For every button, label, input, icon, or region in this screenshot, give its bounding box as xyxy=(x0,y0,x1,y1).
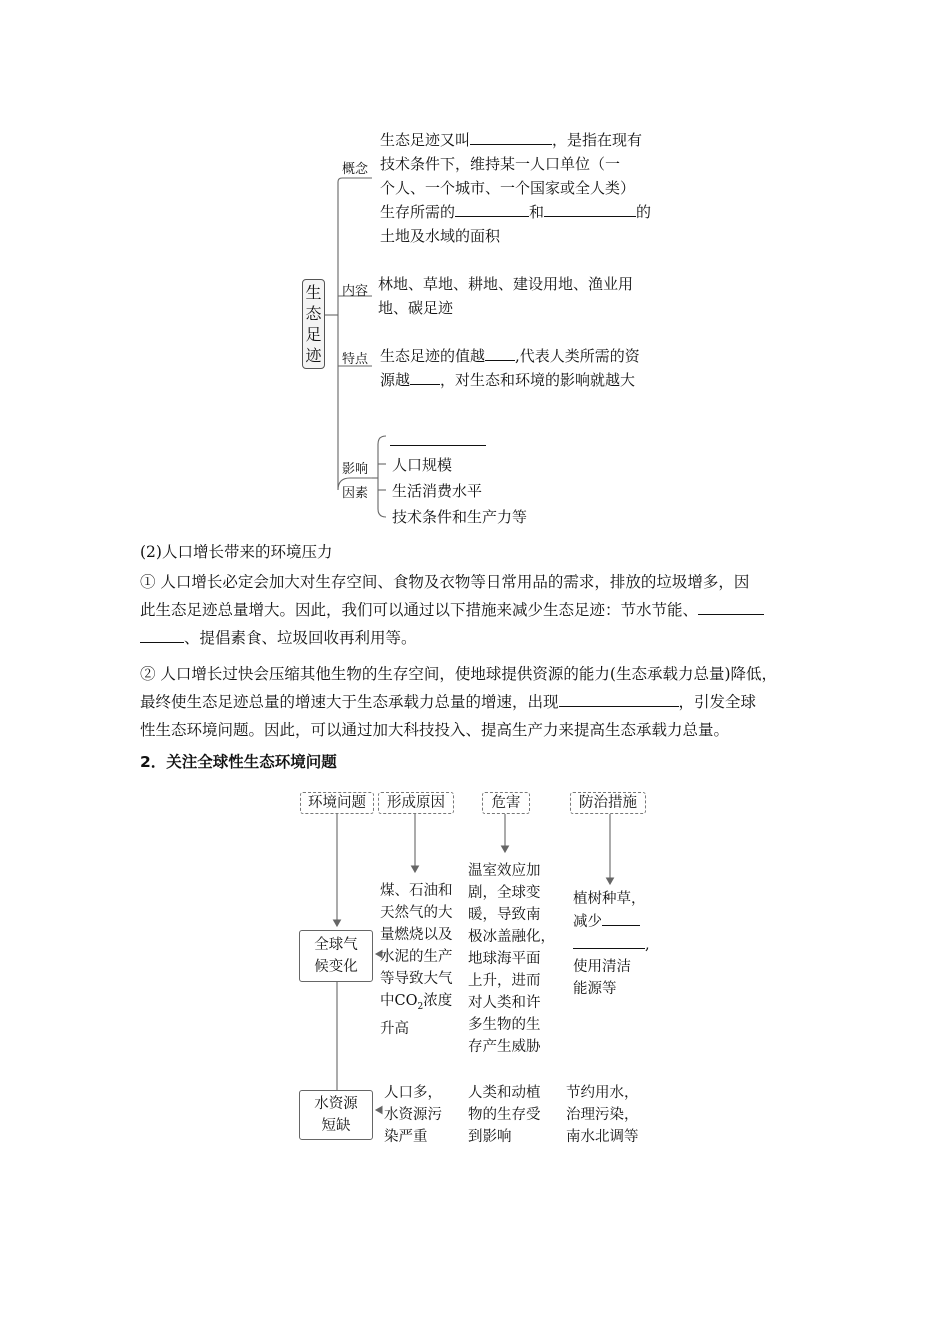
branch-label-concept: 概念 xyxy=(342,162,369,177)
feature-text: 生态足迹的值越 ,代表人类所需的资 源越 ，对生态和环境的影响就越大 xyxy=(380,347,640,389)
footprint-title-box xyxy=(302,279,325,369)
paragraph-1: ① 人口增长必定会加大对生存空间、食物及衣物等日常用品的需求，排放的垃圾增多，因 此生态足迹总量增大。因此，我们可以通过以下措施来减少生态足迹：节水节能、 、提倡素食、垃圾回收再利用等。 xyxy=(140,568,764,652)
blank xyxy=(559,691,679,707)
factor-item: 生活消费水平 xyxy=(392,482,483,500)
concept-text: 生态足迹又叫 ，是指在现有 技术条件下，维持某一人口单位（一 个人、一个城市、一个国家或全人类） 生存所需的 和 的 土地及水域的面积 xyxy=(380,131,652,245)
water-cause: 人口多， 水资源污 染严重 xyxy=(384,1085,442,1145)
footprint-title-char: 生 xyxy=(305,283,322,302)
factor-blank xyxy=(390,430,486,446)
footprint-title-char: 足 xyxy=(305,325,322,344)
header-measures: 防治措施 xyxy=(570,792,646,814)
header-env-problem: 环境问题 xyxy=(300,792,374,814)
footprint-connectors xyxy=(0,0,950,540)
branch-label-feature: 特点 xyxy=(342,352,369,367)
header-harm: 危害 xyxy=(482,792,530,814)
blank xyxy=(485,345,515,361)
blank xyxy=(410,369,440,385)
climate-harm: 温室效应加 剧，全球变 暖，导致南 极冰盖融化， 地球海平面 上升，进而 对人类和许 多生物的生 存产生威胁 xyxy=(468,863,555,1055)
branch-label-factors-top: 影响 xyxy=(342,462,369,477)
blank xyxy=(573,933,645,949)
branch-label-factors-bottom: 因素 xyxy=(342,486,369,501)
problem-climate-box: 全球气 候变化 xyxy=(299,930,373,982)
factor-item: 技术条件和生产力等 xyxy=(392,508,528,526)
content-text: 林地、草地、耕地、建设用地、渔业用 地、碳足迹 xyxy=(378,275,634,317)
water-harm: 人类和动植 物的生存受 到影响 xyxy=(468,1085,541,1145)
blank xyxy=(455,201,529,217)
blank xyxy=(544,201,636,217)
blank xyxy=(140,627,184,643)
blank xyxy=(602,910,640,926)
factor-item: 人口规模 xyxy=(392,456,453,474)
header-cause: 形成原因 xyxy=(378,792,454,814)
footprint-title-char: 态 xyxy=(305,304,322,323)
problem-water-box: 水资源 短缺 xyxy=(299,1090,373,1140)
climate-measures: 植树种草， 减少 , 使用清洁 能源等 xyxy=(573,891,650,997)
footprint-title-char: 迹 xyxy=(305,346,322,365)
branch-label-content: 内容 xyxy=(342,284,369,299)
blank xyxy=(470,129,552,145)
blank xyxy=(698,599,764,615)
climate-cause: 煤、石油和 天然气的大 量燃烧以及 水泥的生产 等导致大气 中$CO_2$浓度 升高 xyxy=(380,883,453,1037)
section-2-heading: 2．关注全球性生态环境问题 xyxy=(140,753,337,771)
paragraph-2: ② 人口增长过快会压缩其他生物的生存空间，使地球提供资源的能力(生态承载力总量)降低， 最终使生态足迹总量的增速大于生态承载力总量的增速，出现 ，引发全球 性生态环境问题。因此，可以通过加大科技投入、提高生产力来提高生态承载力总量。 xyxy=(140,665,778,739)
water-measures: 节约用水， 治理污染， 南水北调等 xyxy=(566,1085,639,1145)
section-heading: (2)人口增长带来的环境压力 xyxy=(140,543,333,561)
